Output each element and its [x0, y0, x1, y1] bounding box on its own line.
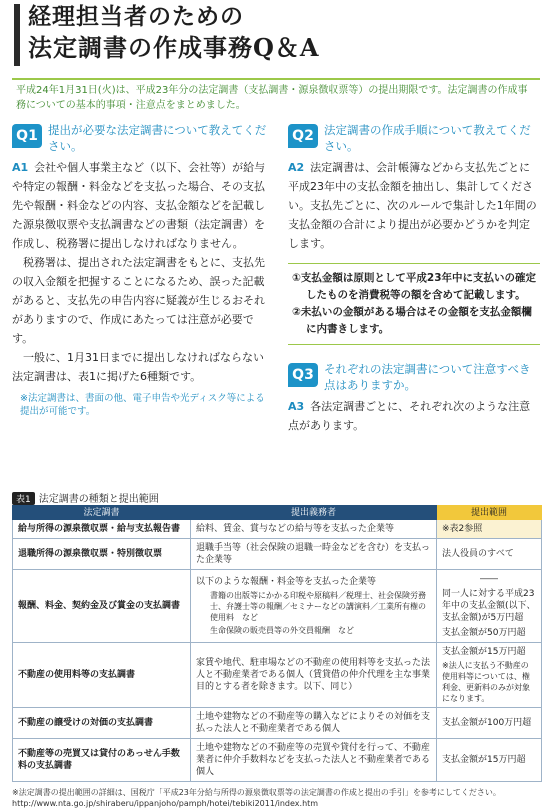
page-title: [28, 2, 320, 64]
row-who: 給料、賃金、賞与などの給与等を支払った企業等: [191, 520, 437, 539]
q3-section: [288, 361, 540, 393]
q1-question: 提出が必要な法定調書について教えてください。: [48, 123, 267, 153]
row-who: 土地や建物などの不動産等の購入などによりその対価を支払った法人と不動産業者である個人: [191, 708, 437, 739]
a3-mark: A3: [288, 400, 305, 413]
row-who-items: 書籍の出版等にかかる印税や原稿料／税理士、社会保険労務士、弁護士等の報酬／セミナーなどの講演料／工業所有権の使用料 など: [210, 591, 426, 622]
title-line-2: 法定調書の作成事務Q＆A: [28, 33, 320, 62]
report-types-table: [12, 505, 542, 782]
table-row: [13, 739, 542, 782]
row-range: 支払金額が15万円超: [437, 739, 542, 782]
row-name: 報酬、料金、契約金及び賞金の支払調書: [13, 570, 191, 643]
row-who: 退職手当等（社会保険の退職一時金などを含む）を支払った企業等: [191, 539, 437, 570]
a2-paragraph-1: 法定調書は、会計帳簿などから支払先ごとに平成23年中の支払金額を抽出し、集計してください。支払先ごとに、次のルールで集計した1年間の支払金額の合計により提出が必要かどうかを判定します。: [288, 161, 537, 250]
row-who-items-2: 生命保険の販売員等の外交員報酬 など: [210, 626, 354, 635]
row-who: 土地や建物などの不動産等の売買や貸付を行って、不動産業者に仲介手数料などを支払った法人と不動産業者である個人: [191, 739, 437, 782]
q2-question: 法定調書の作成手順について教えてください。: [324, 123, 531, 153]
row-name: 不動産の譲受けの対価の支払調書: [13, 708, 191, 739]
table-row: [13, 520, 542, 539]
row-name: 退職所得の源泉徴収票・特別徴収票: [13, 539, 191, 570]
footer-note: ※法定調書の提出範囲の詳細は、国税庁「平成23年分給与所得の源泉徴収票等の法定調書の作成と提出の手引」を参考にしてください。http://www.nta.go.jp/shiraberu/ippanjoho/pamph/hotei/tebiki2011/index.htm: [12, 788, 501, 808]
rules-box: [288, 263, 540, 345]
header-obligor: 提出義務者: [191, 506, 437, 520]
a1-paragraph-1: 会社や個人事業主など（以下、会社等）が給与や特定の報酬・料金などを支払った場合、その支払先や報酬・料金などの内容、支払金額などを記載した源泉徴収票や支払調書などの書類（法定調書）を作成し、税務署に提出しなければなりません。: [12, 161, 266, 250]
table-row: [13, 539, 542, 570]
a1-paragraph-2: 税務署は、提出された法定調書をもとに、支払先の収入金額を把握することになるため、誤った記載があると、支払先の申告内容に疑義が生じるおそれがありますので、作成にあたっては注意が必要です。: [12, 256, 265, 345]
q1-answer: [12, 158, 268, 253]
a3-paragraph-1: 各法定調書ごとに、それぞれ次のような注意点があります。: [288, 400, 531, 432]
q1-note: ※法定調書は、書面の他、電子申告や光ディスク等による提出が可能です。: [20, 393, 265, 417]
rule-2: ②未払いの金額がある場合はその金額を支払金額欄に内書きします。: [292, 306, 532, 335]
header-report: 法定調書: [13, 506, 191, 520]
table-header-row: [13, 506, 542, 520]
table-badge: 表1: [12, 492, 35, 505]
a2-mark: A2: [288, 161, 305, 174]
row-range: 支払金額が15万円超: [442, 647, 526, 657]
row-range: 支払金額が100万円超: [437, 708, 542, 739]
row-range: 法人役員のすべて: [437, 539, 542, 570]
q3-badge: Q3: [288, 363, 318, 387]
row-who: 家賃や地代、駐車場などの不動産の使用料等を支払った法人と不動産業者である個人（賃貸借の仲介代理を主な事業目的とする者を除きます。以下、同じ）: [191, 643, 437, 708]
q1-section: [12, 122, 268, 418]
row-name: 不動産の使用料等の支払調書: [13, 643, 191, 708]
intro-text: 平成24年1月31日(火)は、平成23年分の法定調書（支払調書・源泉徴収票等）の提出期限です。法定調書の作成事務についての基本的事項・注意点をまとめました。: [12, 78, 540, 113]
q3-question: それぞれの法定調書について注意すべき点はありますか。: [324, 362, 531, 392]
row-who: 以下のような報酬・料金等を支払った企業等: [196, 577, 377, 587]
row-range-note: ※法人に支払う不動産の使用料等については、権利金、更新料のみが対象になります。: [442, 661, 530, 703]
row-name: 不動産等の売買又は貸付のあっせん手数料の支払調書: [13, 739, 191, 782]
row-range-dash: ――: [480, 574, 498, 584]
a1-mark: A1: [12, 161, 29, 174]
row-range: 同一人に対する平成23年中の支払金額(以下、支払金額)が5万円超: [442, 589, 536, 623]
row-name: 給与所得の源泉徴収票・給与支払報告書: [13, 520, 191, 539]
q2-badge: Q2: [288, 124, 318, 148]
a1-paragraph-3: 一般に、1月31日までに提出しなければならない法定調書は、表1に掲げた6種類です。: [12, 351, 264, 383]
table-caption: [12, 490, 159, 505]
table-row: [13, 570, 542, 643]
table-caption-text: 法定調書の種類と提出範囲: [38, 494, 159, 505]
q2-answer: [288, 158, 540, 253]
row-range-cell: [437, 643, 542, 708]
q1-badge: Q1: [12, 124, 42, 148]
q3-answer: [288, 397, 540, 435]
header-scope: 提出範囲: [437, 506, 542, 520]
title-line-1: 経理担当者のための: [28, 3, 244, 30]
table-row: [13, 708, 542, 739]
title-accent-bar: [14, 4, 20, 66]
row-range: ※表2参照: [437, 520, 542, 539]
q2-section: [288, 122, 540, 435]
row-range-cell: [437, 570, 542, 643]
table-row: [13, 643, 542, 708]
row-range-2: 支払金額が50万円超: [442, 628, 526, 638]
row-who-cell: [191, 570, 437, 643]
rule-1: ①支払金額は原則として平成23年中に支払いの確定したものを消費税等の額を含めて記載します。: [292, 272, 537, 301]
